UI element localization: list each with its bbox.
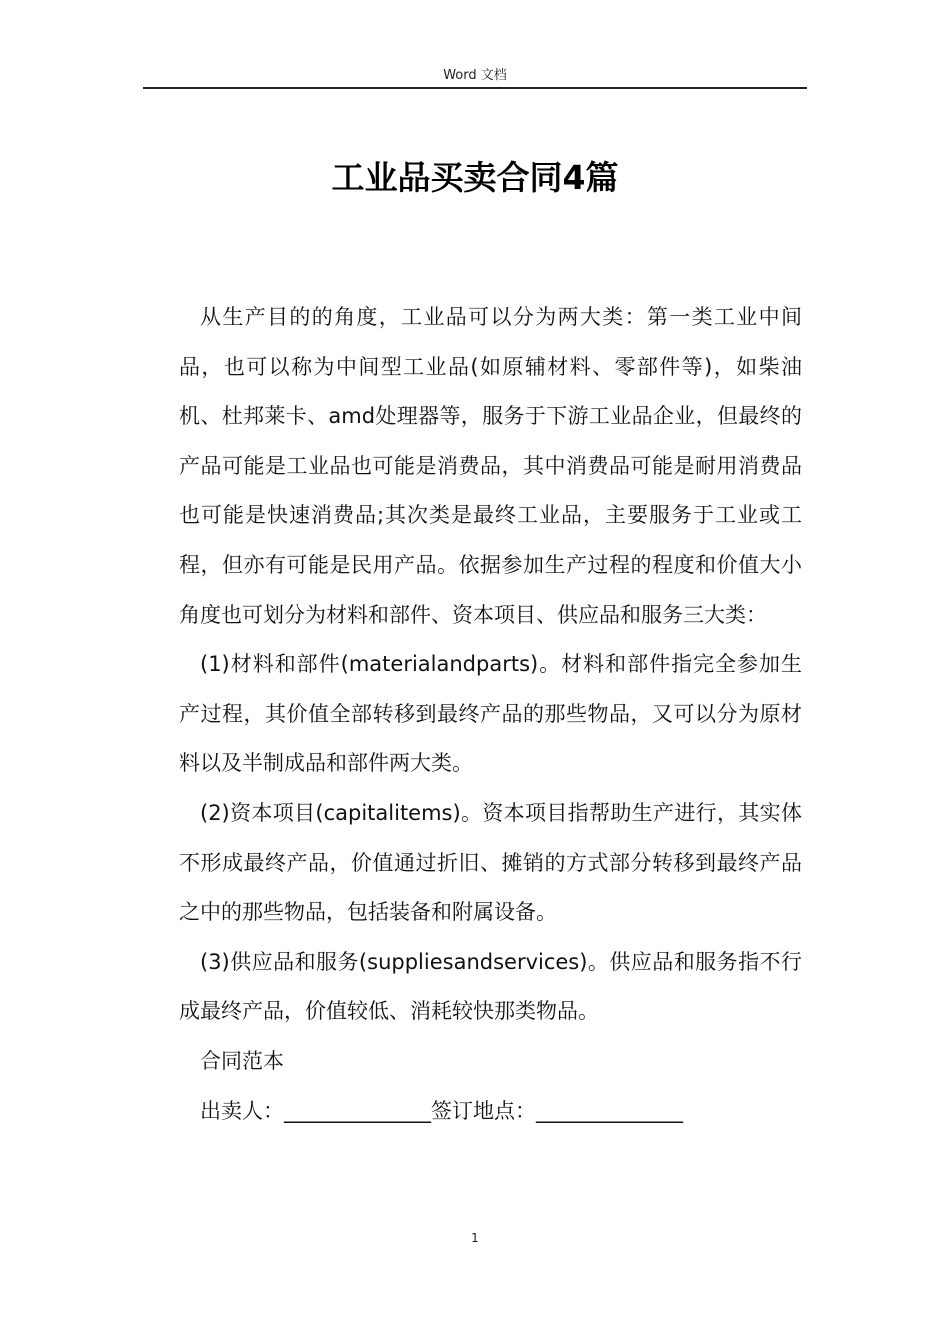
materials-paragraph: (1)材料和部件(materialandparts)。材料和部件指完全参加生产过程，其价值全部转移到最终产品的那些物品，又可以分为原材料以及半制成品和部件两大类。 — [179, 652, 802, 776]
intro-paragraph: 从生产目的的角度，工业品可以分为两大类：第一类工业中间品，也可以称为中间型工业品(如原辅材料、零部件等)，如柴油机、杜邦莱卡、amd处理器等，服务于下游工业品企业，但最终的产品可能是工业品也可能是消费品，其中消费品可能是耐用消费品也可能是快速消费品;其次类是最终工业品，主要服务于工业或工程，但亦有可能是民用产品。依据参加生产过程的程度和价值大小角度也可划分为材料和部件、资本项目、供应品和服务三大类： — [179, 305, 802, 627]
seller-signing-place-line: 出卖人：______________签订地点：______________ — [200, 1098, 683, 1123]
document-body — [179, 293, 802, 1136]
page-header: Word 文档 — [443, 68, 507, 83]
document-title: 工业品买卖合同4篇 — [331, 158, 619, 197]
supplies-paragraph: (3)供应品和服务(suppliesandservices)。供应品和服务指不行成最终产品，价值较低、消耗较快那类物品。 — [179, 949, 802, 1024]
capital-items-paragraph: (2)资本项目(capitalitems)。资本项目指帮助生产进行，其实体不形成最终产品，价值通过折旧、摊销的方式部分转移到最终产品之中的那些物品，包括装备和附属设备。 — [179, 800, 802, 925]
page-number: 1 — [471, 1231, 479, 1245]
contract-template-heading: 合同范本 — [200, 1048, 284, 1073]
header-rule — [143, 87, 807, 89]
